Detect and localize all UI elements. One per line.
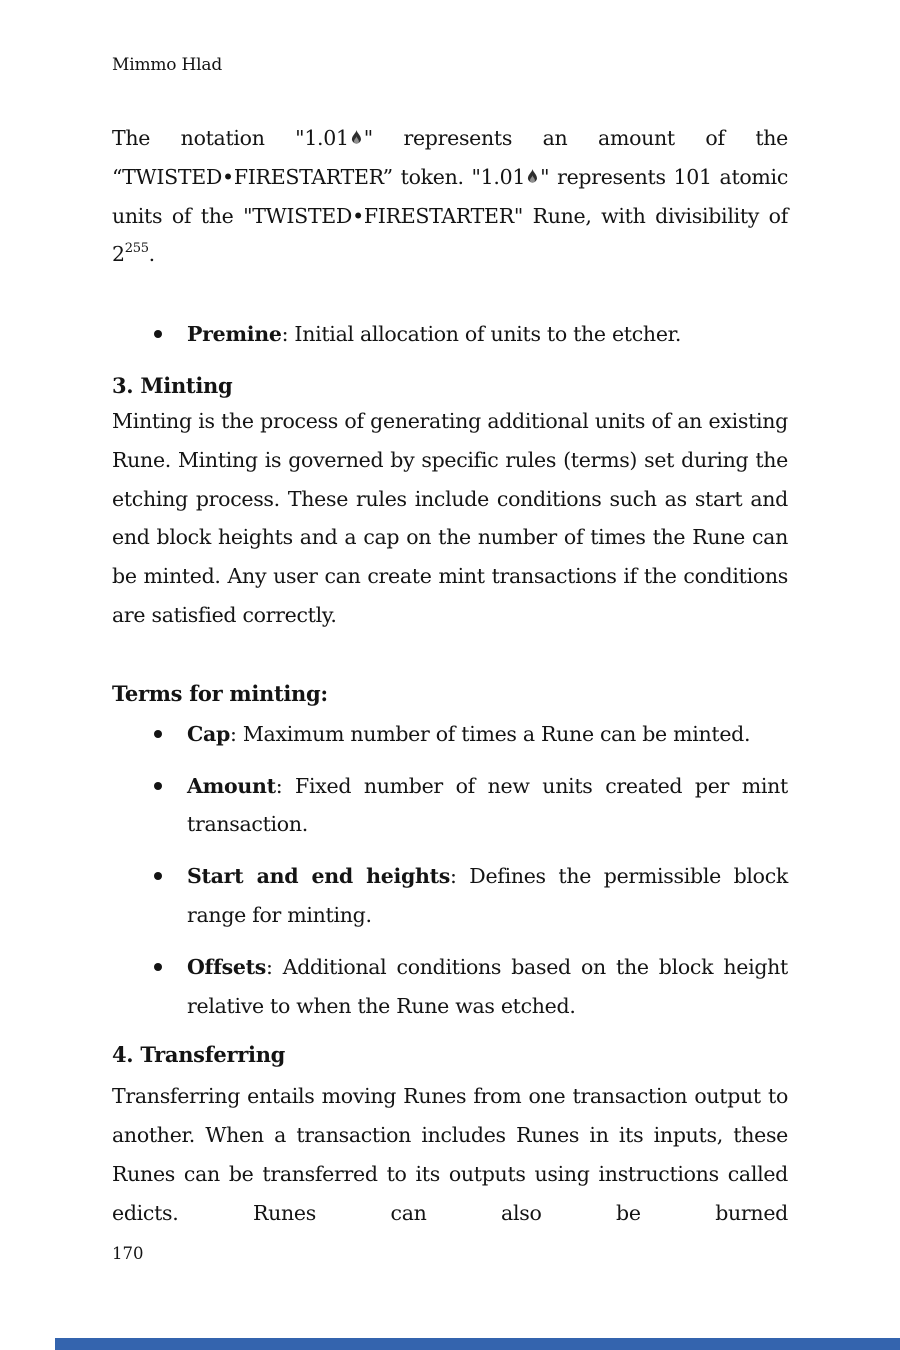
bullet-dot — [154, 872, 162, 880]
minting-paragraph: Minting is the process of generating additional units of an existing Rune. Minting is governed by specific rules (terms) set during the etching process. These rules include conditions such as start and end block heights and a cap on the number of times the Rune can be minted. Any user can create mint transactions if the conditions are satisfied correctly. — [112, 408, 788, 627]
bullet-dot — [154, 330, 162, 338]
page-number: 170 — [112, 1243, 144, 1263]
premine-bullet-item — [112, 315, 788, 354]
bullet-desc: : Initial allocation of units to the etcher. — [281, 322, 682, 347]
bullet-dot — [154, 782, 162, 790]
bullet-desc: : Maximum number of times a Rune can be minted. — [230, 721, 751, 746]
section-heading-minting: 3. Minting — [112, 372, 233, 398]
bullet-desc: : Fixed number of new units created per mint transaction. — [187, 773, 788, 837]
bullet-term: Offsets — [187, 954, 266, 979]
bullet-dot — [154, 963, 162, 971]
flame-icon — [526, 169, 539, 185]
intro-text-3: " represents 101 atomic units of the "TWISTED•FIRESTARTER" Rune, with divisibility of 2 — [112, 164, 788, 267]
flame-icon — [350, 130, 363, 146]
bottom-accent-bar — [55, 1338, 900, 1350]
divisibility-exponent: 255 — [124, 241, 149, 257]
running-header: Mimmo Hlad — [112, 55, 223, 75]
bullet-term: Start and end heights — [187, 864, 451, 889]
bullet-term: Cap — [187, 721, 231, 746]
term-item-amount — [112, 767, 788, 845]
intro-text-1: The notation "1.01 — [112, 126, 349, 150]
transferring-paragraph: Transferring entails moving Runes from one transaction output to another. When a transaction includes Runes in its inputs, these Runes can be transferred to its outputs using instructions called edicts. Runes can also be burned — [112, 1084, 788, 1225]
section-heading-transferring: 4. Transferring — [112, 1042, 286, 1068]
term-item-start-end-heights — [112, 857, 788, 935]
intro-text-4: . — [148, 242, 155, 267]
intro-paragraph — [112, 119, 788, 274]
bullet-dot — [154, 730, 162, 738]
bullet-term: Premine — [187, 322, 282, 347]
term-item-cap — [112, 715, 788, 754]
term-item-offsets — [112, 948, 788, 1026]
bullet-desc: : Additional conditions based on the block height relative to when the Rune was etched. — [187, 954, 788, 1018]
terms-heading: Terms for minting: — [112, 680, 328, 706]
intro-text-2: " represents an amount of the “TWISTED•FIRESTARTER” token. "1.01 — [112, 126, 789, 189]
bullet-term: Amount — [187, 773, 276, 798]
bullet-desc: : Defines the permissible block range for minting. — [187, 864, 788, 927]
